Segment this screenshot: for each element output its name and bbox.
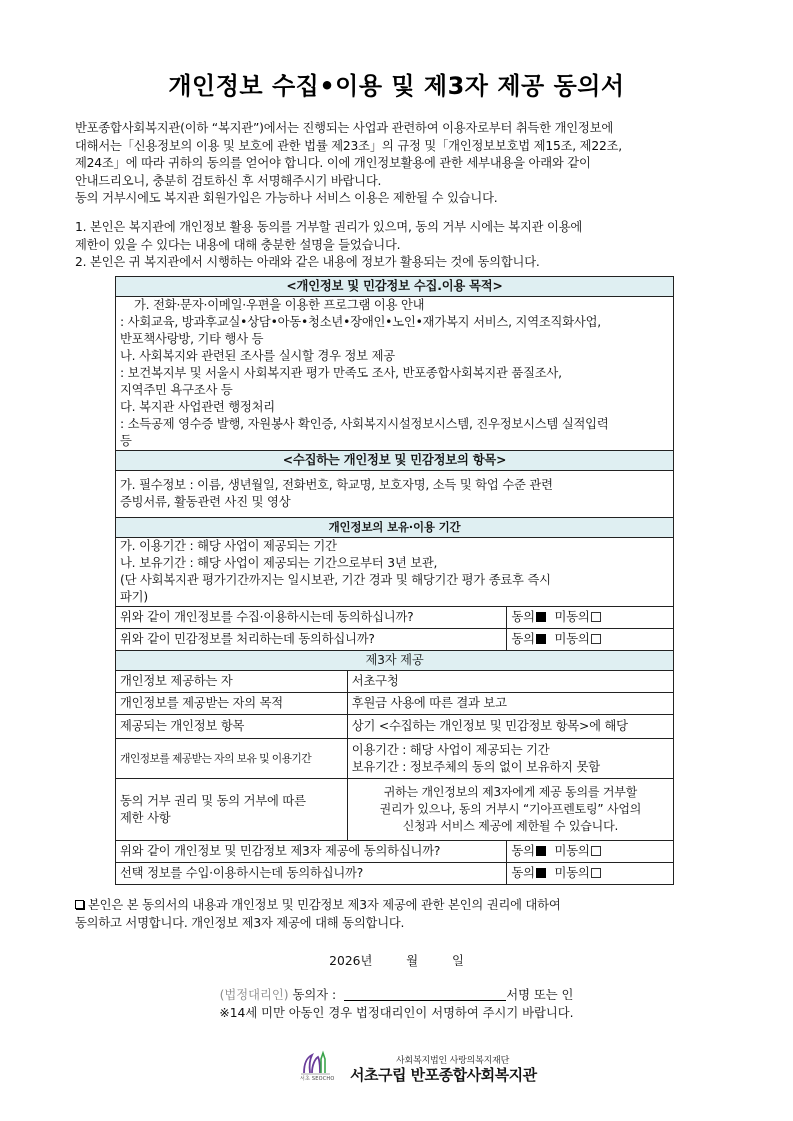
third-party-value <box>347 779 673 841</box>
consent-question: 위와 같이 민감정보를 처리하는데 동의하십니까? <box>116 629 507 651</box>
label-line: 동의 거부 권리 및 동의 거부에 따른 <box>120 793 306 808</box>
third-party-value: 후원금 사용에 따른 결과 보고 <box>347 693 673 715</box>
statement-line: 동의하고 서명합니다. 개인정보 제3자 제공에 대해 동의합니다. <box>75 915 405 930</box>
guardian-note: ※14세 미만 아동인 경우 법정대리인이 서명하여 주시기 바랍니다. <box>219 1006 574 1020</box>
third-party-row <box>116 739 674 779</box>
agree-checkbox-checked[interactable] <box>536 846 546 856</box>
consent-answer <box>507 607 674 629</box>
document-title: 개인정보 수집•이용 및 제3자 제공 동의서 <box>168 72 625 100</box>
signature-suffix: 서명 또는 인 <box>506 988 574 1002</box>
third-party-row <box>116 715 674 739</box>
third-party-label: 개인정보 제공하는 자 <box>116 671 348 693</box>
purpose-line: : 소득공제 영수증 발행, 자원봉사 확인증, 사회복지시설정보시스템, 진우정보시스템 실적입력 <box>120 417 609 431</box>
agree-label: 동의 <box>511 610 535 624</box>
consent-row-third-party <box>116 841 674 863</box>
purpose-line: : 보건복지부 및 서울시 사회복지관 평가 만족도 조사, 반포종합사회복지관 품질조사, <box>120 366 562 380</box>
intro-paragraph <box>75 120 735 208</box>
consent-question: 위와 같이 개인정보를 수집·이용하시는데 동의하십니까? <box>116 607 507 629</box>
agree-checkbox-checked[interactable] <box>536 634 546 644</box>
organization-logo <box>298 1049 538 1089</box>
value-line: 신청과 서비스 제공에 제한될 수 있습니다. <box>402 819 619 833</box>
third-party-row <box>116 671 674 693</box>
date-year: 2026년 <box>329 954 373 968</box>
value-line: 이용기간 : 해당 사업이 제공되는 기간 <box>351 742 550 757</box>
items-body <box>116 471 674 518</box>
agree-label: 동의 <box>511 632 535 646</box>
notice-line: 제한이 있을 수 있다는 내용에 대해 충분한 설명을 들었습니다. <box>75 237 401 252</box>
retention-line: 나. 보유기간 : 해당 사업이 제공되는 기간으로부터 3년 보관, <box>120 556 438 570</box>
consent-row-sensitive <box>116 629 674 651</box>
consent-answer <box>507 841 674 863</box>
third-party-label: 제공되는 개인정보 항목 <box>116 715 348 739</box>
logo-caption: 서초 SEOCHO <box>300 1076 335 1082</box>
statement-text: 본인은 본 동의서의 내용과 개인정보 및 민감정보 제3자 제공에 관한 본인의 권리에 대하여 <box>88 898 561 912</box>
checkbox-bullet-icon <box>75 900 84 909</box>
third-party-value: 상기 <수집하는 개인정보 및 민감정보 항목>에 해당 <box>347 715 673 739</box>
proxy-label: (법정대리인) <box>219 988 289 1002</box>
intro-line: 반포종합사회복지관(이하 “복지관”)에서는 진행되는 사업과 관련하여 이용자로부터 취득한 개인정보에 <box>75 121 614 135</box>
retention-body <box>116 538 674 607</box>
agree-checkbox-checked[interactable] <box>536 868 546 878</box>
third-party-value: 서초구청 <box>347 671 673 693</box>
purpose-header: <개인정보 및 민감정보 수집.이용 목적> <box>116 277 674 297</box>
items-header: <수집하는 개인정보 및 민감정보의 항목> <box>116 451 674 471</box>
purpose-line: : 사회교육, 방과후교실•상담•아동•청소년•장애인•노인•재가복지 서비스, 지역조직화사업, <box>120 315 601 329</box>
purpose-body <box>116 297 674 451</box>
consent-notices <box>75 219 735 272</box>
consent-question: 선택 정보를 수입·이용하시는데 동의하십니까? <box>116 863 507 885</box>
date-day[interactable]: 일 <box>451 954 464 968</box>
agree-label: 동의 <box>511 866 535 880</box>
value-line: 보유기간 : 정보주체의 동의 없이 보유하지 못함 <box>351 759 600 774</box>
logo-subtitle: 사회복지법인 사랑의복지재단 <box>396 1056 510 1066</box>
items-line: 증빙서류, 활동관련 사진 및 영상 <box>120 495 291 509</box>
third-party-row <box>116 779 674 841</box>
purpose-line: 지역주민 욕구조사 등 <box>120 383 233 397</box>
third-party-label: 개인정보를 제공받는 자의 보유 및 이용기간 <box>116 739 348 779</box>
third-party-value <box>347 739 673 779</box>
date-month[interactable]: 월 <box>406 954 419 968</box>
consent-answer <box>507 629 674 651</box>
agree-label: 동의 <box>511 844 535 858</box>
date-line <box>0 951 793 969</box>
disagree-label: 미동의 <box>554 632 590 646</box>
value-line: 귀하는 개인정보의 제3자에게 제공 동의를 거부할 <box>383 785 638 799</box>
intro-line: 제24조」에 따라 귀하의 동의를 얻어야 합니다. 이에 개인정보활용에 관한 세부내용을 아래와 같이 <box>75 156 591 170</box>
consent-row-collect <box>116 607 674 629</box>
disagree-checkbox-unchecked[interactable] <box>591 634 601 644</box>
retention-line: (단 사회복지관 평가기간까지는 일시보관, 기간 경과 및 해당기간 평가 종료후 즉시 <box>120 573 551 587</box>
consent-row-optional <box>116 863 674 885</box>
retention-header: 개인정보의 보유·이용 기간 <box>116 518 674 538</box>
third-party-label <box>116 779 348 841</box>
consent-question: 위와 같이 개인정보 및 민감정보 제3자 제공에 동의하십니까? <box>116 841 507 863</box>
purpose-line: 가. 전화·문자·이메일·우편을 이용한 프로그램 이용 안내 <box>134 298 425 312</box>
disagree-checkbox-unchecked[interactable] <box>591 846 601 856</box>
disagree-label: 미동의 <box>554 610 590 624</box>
signature-field[interactable] <box>344 988 506 1001</box>
items-line: 가. 필수정보 : 이름, 생년월일, 전화번호, 학교명, 보호자명, 소득 및 학업 수준 관련 <box>120 478 553 492</box>
intro-line: 동의 거부시에도 복지관 회원가입은 가능하나 서비스 이용은 제한될 수 있습니다. <box>75 191 498 205</box>
disagree-checkbox-unchecked[interactable] <box>591 868 601 878</box>
signature-line <box>0 985 793 1003</box>
final-statement <box>75 897 735 932</box>
third-party-row <box>116 693 674 715</box>
logo-name: 서초구립 반포종합사회복지관 <box>350 1066 537 1084</box>
value-line: 권리가 있으나, 동의 거부시 “기아프렌토링” 사업의 <box>379 802 642 816</box>
consent-table <box>115 276 674 885</box>
intro-line: 안내드리오니, 충분히 검토하신 후 서명해주시기 바랍니다. <box>75 173 382 188</box>
label-line: 제한 사항 <box>120 810 171 825</box>
signer-label: 동의자 : <box>292 988 337 1002</box>
notice-line: 2. 본인은 귀 복지관에서 시행하는 아래와 같은 내용에 정보가 활용되는 것에 동의합니다. <box>75 255 540 269</box>
purpose-line: 등 <box>120 434 132 448</box>
agree-checkbox-checked[interactable] <box>536 612 546 622</box>
purpose-line: 나. 사회복지와 관련된 조사를 실시할 경우 정보 제공 <box>120 349 395 363</box>
retention-line: 파기) <box>120 590 148 604</box>
intro-line: 대해서는「신용정보의 이용 및 보호에 관한 법률 제23조」의 규정 및「개인정보보호법 제15조, 제22조, <box>75 138 622 153</box>
statement-line <box>75 897 735 915</box>
disagree-label: 미동의 <box>554 844 590 858</box>
purpose-line: 다. 복지관 사업관련 행정처리 <box>120 400 275 414</box>
consent-answer <box>507 863 674 885</box>
disagree-checkbox-unchecked[interactable] <box>591 612 601 622</box>
notice-line: 1. 본인은 복지관에 개인정보 활용 동의를 거부할 권리가 있으며, 동의 거부 시에는 복지관 이용에 <box>75 220 583 234</box>
disagree-label: 미동의 <box>554 866 590 880</box>
purpose-line: 반포책사랑방, 기타 행사 등 <box>120 332 264 346</box>
third-party-label: 개인정보를 제공받는 자의 목적 <box>116 693 348 715</box>
retention-line: 가. 이용기간 : 해당 사업이 제공되는 기간 <box>120 539 337 553</box>
third-party-header: 제3자 제공 <box>116 651 674 671</box>
